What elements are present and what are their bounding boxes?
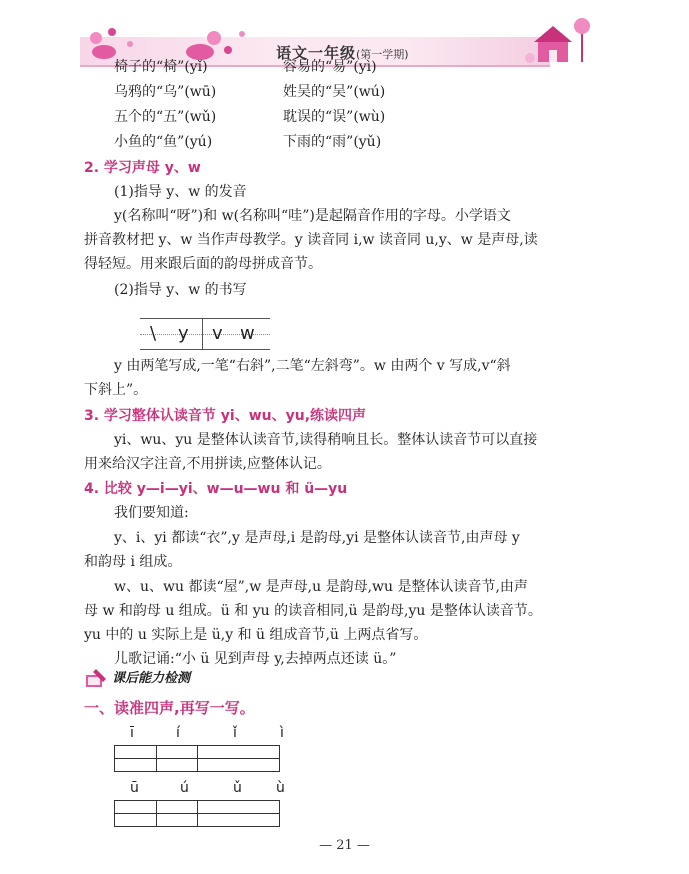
page-number: — 21 — — [319, 838, 370, 853]
section-heading: 3. 学习整体认读音节 yi、wu、yu,练读四声 — [84, 408, 367, 424]
subheading: (2)指导 y、w 的书写 — [114, 282, 247, 298]
section-heading: 4. 比较 y—i—yi、w—u—wu 和 ü—yu — [84, 481, 348, 497]
paragraph-line: yi、wu、yu 是整体认读音节,读得稍响且长。整体认读音节可以直接 — [114, 432, 538, 448]
writing-table — [114, 800, 280, 827]
tone-mark: ì — [280, 725, 284, 741]
tone-mark: ǐ — [233, 725, 237, 741]
writing-cell[interactable] — [115, 746, 157, 759]
tone-mark: ī — [130, 725, 134, 741]
house-tree-decoration-icon — [520, 12, 600, 70]
tone-mark: ǔ — [233, 780, 242, 796]
pencil-book-icon — [84, 667, 108, 689]
paragraph-line: yu 中的 u 实际上是 ü,y 和 ü 组成音节,ü 上两点省写。 — [84, 627, 428, 643]
section-heading: 2. 学习声母 y、w — [84, 160, 201, 176]
writing-cell[interactable] — [157, 746, 198, 759]
pair-right: 下雨的“雨”(yǔ) — [283, 134, 382, 150]
writing-cell[interactable] — [197, 746, 279, 759]
subheading: (1)指导 y、w 的发音 — [114, 184, 247, 200]
paragraph-line: y 由两笔写成,一笔“右斜”,二笔“左斜弯”。w 由两个 v 写成,v“斜 — [114, 358, 511, 374]
tone-mark: ū — [130, 780, 139, 796]
writing-cell[interactable] — [197, 801, 279, 814]
pair-left: 乌鸦的“乌”(wū) — [114, 84, 217, 100]
writing-cell[interactable] — [157, 801, 198, 814]
pair-right: 容易的“易”(yì) — [283, 59, 377, 75]
header-title: 语文一年级(第一学期) — [276, 44, 409, 62]
grid-glyph: v — [212, 323, 223, 344]
paragraph-line: 用来给汉字注音,不用拼读,应整体认记。 — [84, 456, 331, 472]
paragraph-line: 儿歌记诵:“小 ü 见到声母 y,去掉两点还读 ü。” — [114, 651, 397, 667]
paragraph-line: 得轻短。用来跟后面的韵母拼成音节。 — [84, 256, 322, 272]
writing-cell[interactable] — [157, 759, 198, 772]
paragraph-line: y、i、yi 都读“衣”,y 是声母,i 是韵母,yi 是整体认读音节,由声母 y — [114, 530, 520, 546]
grid-glyph: y — [178, 323, 189, 344]
grid-glyph: \ — [150, 323, 157, 344]
paragraph-line: w、u、wu 都读“屋”,w 是声母,u 是韵母,wu 是整体认读音节,由声 — [114, 579, 528, 595]
pair-left: 五个的“五”(wǔ) — [114, 109, 217, 125]
paragraph-line: 拼音教材把 y、w 当作声母教学。y 读音同 i,w 读音同 u,y、w 是声母,读 — [84, 232, 538, 248]
pair-left: 小鱼的“鱼”(yú) — [114, 134, 213, 150]
writing-table — [114, 745, 280, 772]
pair-left: 椅子的“椅”(yǐ) — [114, 59, 208, 75]
pair-right: 姓吴的“吴”(wú) — [283, 84, 386, 100]
writing-grid — [140, 318, 270, 350]
writing-cell[interactable] — [115, 801, 157, 814]
tone-mark: ú — [180, 780, 189, 796]
paragraph-line: y(名称叫“呀”)和 w(名称叫“哇”)是起隔音作用的字母。小学语文 — [114, 208, 511, 224]
tone-mark: ù — [276, 780, 285, 796]
exercise-heading: 一、读准四声,再写一写。 — [84, 699, 255, 717]
tone-mark: í — [176, 725, 180, 741]
writing-cell[interactable] — [197, 759, 279, 772]
writing-cell[interactable] — [157, 814, 198, 827]
paragraph-line: 下斜上”。 — [84, 382, 148, 398]
grid-glyph: w — [240, 323, 255, 344]
pair-right: 耽误的“误”(wù) — [283, 109, 386, 125]
paragraph-line: 母 w 和韵母 u 组成。ü 和 yu 的读音相同,ü 是韵母,yu 是整体认读音节。 — [84, 603, 542, 619]
writing-cell[interactable] — [115, 759, 157, 772]
writing-cell[interactable] — [197, 814, 279, 827]
paragraph-line: 我们要知道: — [114, 505, 189, 521]
paragraph-line: 和韵母 i 组成。 — [84, 554, 182, 570]
writing-cell[interactable] — [115, 814, 157, 827]
header-subtitle: (第一学期) — [356, 48, 409, 61]
practice-badge-label: 课后能力检测 — [112, 671, 191, 686]
